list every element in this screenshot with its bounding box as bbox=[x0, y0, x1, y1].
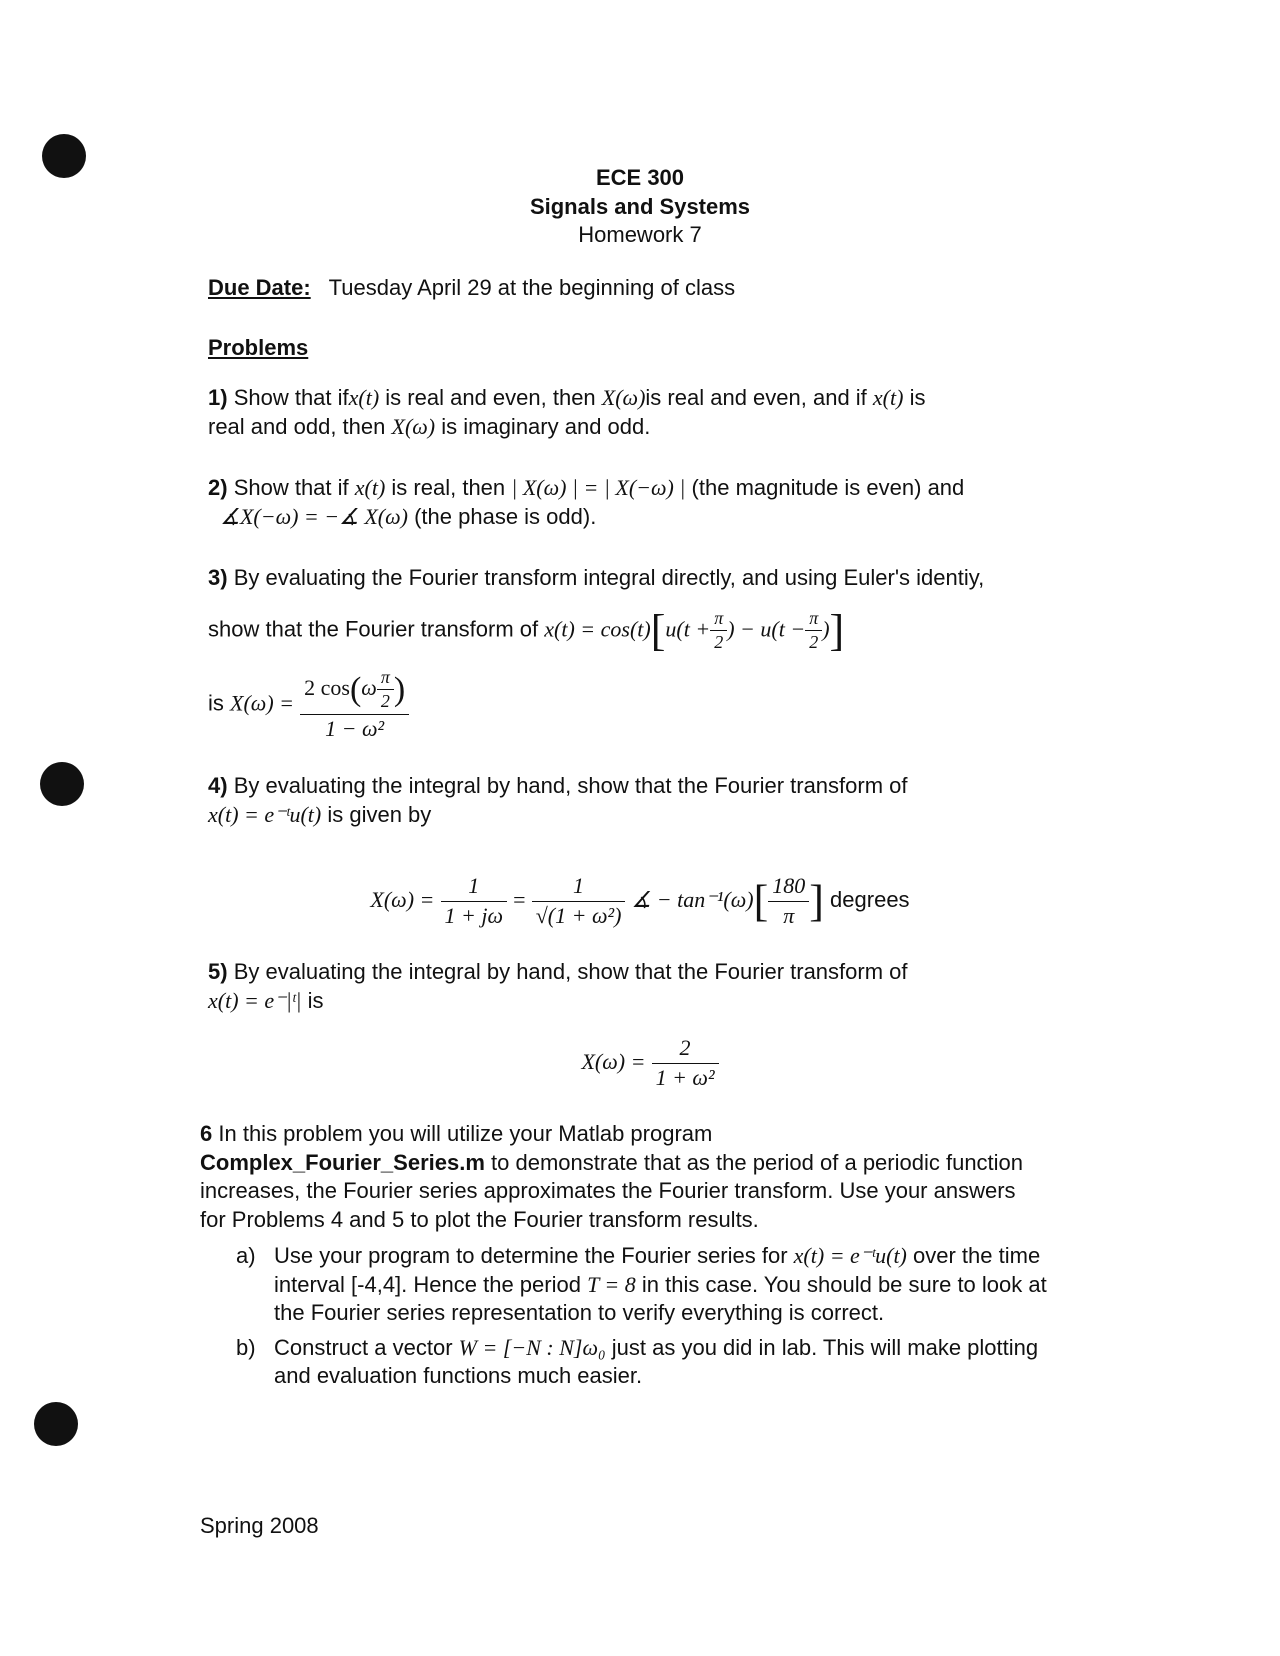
numerator bbox=[300, 666, 409, 715]
math-expression: ∡X(−ω) = −∡ X(ω) bbox=[220, 503, 408, 529]
subpart-label: a) bbox=[236, 1243, 256, 1268]
problem-number: 3) bbox=[208, 565, 228, 590]
math-expression: u(t + bbox=[665, 616, 711, 642]
due-date bbox=[208, 274, 735, 303]
denominator: 2 bbox=[809, 632, 819, 653]
problem-2 bbox=[208, 474, 1068, 531]
right-bracket: ] bbox=[809, 876, 824, 926]
math-expression: ) − u(t − bbox=[727, 616, 806, 642]
math-expression: x(t) bbox=[872, 385, 904, 410]
problems-heading bbox=[208, 334, 308, 363]
problem-text: Show that if bbox=[233, 385, 349, 410]
numerator: π bbox=[377, 666, 394, 690]
problem-text: Construct a vector bbox=[274, 1334, 453, 1360]
left-bracket: [ bbox=[753, 876, 769, 926]
problem-text: is real and even, then bbox=[385, 385, 596, 410]
course-title: Signals and Systems bbox=[529, 193, 751, 219]
denominator: 1 + jω bbox=[444, 902, 504, 928]
problem-text: is bbox=[208, 690, 224, 716]
math-expression: X(ω) = bbox=[370, 886, 435, 912]
denominator: 1 + ω² bbox=[655, 1064, 715, 1090]
problem-5 bbox=[208, 958, 1068, 1015]
right-bracket: ] bbox=[829, 606, 845, 655]
math-expression: ∡ − tan⁻¹(ω) bbox=[631, 886, 754, 912]
fraction-180-over-pi bbox=[768, 872, 809, 930]
math-expression: x(t) = e⁻ᵗu(t) bbox=[793, 1243, 907, 1268]
problem-text: show that the Fourier transform of bbox=[208, 616, 539, 642]
problem-text: is given by bbox=[327, 801, 432, 827]
fraction-pi-over-2 bbox=[710, 607, 727, 655]
equals-sign: = bbox=[513, 886, 526, 912]
problem-text: In this problem you will utilize your Matlab program bbox=[218, 1121, 713, 1146]
math-expression: x(t) = e⁻|ᵗ| bbox=[208, 987, 302, 1013]
fraction-pi-over-2 bbox=[377, 666, 394, 714]
math-expression: 2 cos bbox=[304, 674, 350, 700]
math-expression: X(ω) bbox=[391, 413, 436, 439]
math-expression: ) bbox=[822, 616, 830, 642]
subpart-label: b) bbox=[236, 1334, 256, 1360]
problem-text: real and odd, then bbox=[208, 413, 386, 439]
math-expression: ω bbox=[361, 674, 377, 700]
problem-text: Show that if bbox=[233, 475, 349, 500]
left-bracket: [ bbox=[650, 606, 666, 655]
numerator: π bbox=[805, 607, 822, 631]
result-fraction bbox=[300, 666, 409, 743]
problem-text: By evaluating the integral by hand, show that the Fourier transform of bbox=[233, 959, 908, 984]
problem-text: (the magnitude is even) and bbox=[691, 475, 965, 500]
problem-text: is real and even, and if bbox=[645, 385, 867, 410]
problem-3-equation bbox=[208, 602, 1068, 659]
left-paren: ( bbox=[349, 670, 362, 708]
problem-text: Use your program to determine the Fourier series for bbox=[274, 1243, 788, 1268]
problem-number: 4) bbox=[208, 773, 228, 798]
problem-1 bbox=[208, 384, 1068, 441]
problem-number: 5) bbox=[208, 959, 228, 984]
denominator: π bbox=[783, 902, 795, 928]
problem-text: over the time interval [-4,4]. Hence the period bbox=[274, 1243, 1041, 1297]
math-expression: x(t) = e⁻ᵗu(t) bbox=[208, 801, 322, 827]
problem-text: to demonstrate that as the period of a periodic function increases, the Fourier series approximates the Fourier transform. Use your answers for Problems 4 and 5 to plot the Fourier transform results. bbox=[200, 1149, 1024, 1232]
subpart-a bbox=[236, 1242, 1076, 1328]
problem-number: 1) bbox=[208, 385, 228, 410]
subpart-b bbox=[236, 1334, 1076, 1391]
math-expression: x(t) bbox=[348, 385, 380, 410]
binder-hole-middle bbox=[40, 762, 84, 806]
problem-text: is imaginary and odd. bbox=[441, 413, 651, 439]
problem-3-result bbox=[208, 666, 1068, 743]
problem-text: degrees bbox=[830, 886, 910, 912]
document-header bbox=[0, 164, 1280, 250]
problem-4 bbox=[208, 772, 1068, 829]
binder-hole-bottom bbox=[34, 1402, 78, 1446]
fraction-pi-over-2 bbox=[805, 607, 822, 655]
numerator: 1 bbox=[441, 872, 508, 902]
problem-text: (the phase is odd). bbox=[414, 503, 597, 529]
problem-6-subparts bbox=[236, 1242, 1076, 1397]
math-expression: T = 8 bbox=[587, 1271, 636, 1297]
fraction-2-over-1-plus-w2 bbox=[652, 1034, 719, 1092]
math-expression: x(t) bbox=[354, 475, 386, 500]
course-number: ECE 300 bbox=[595, 165, 685, 190]
math-expression: | X(ω) | = | X(−ω) | bbox=[511, 475, 686, 500]
problem-3 bbox=[208, 564, 1068, 593]
math-expression: X(ω) = bbox=[230, 690, 294, 716]
numerator: 180 bbox=[768, 872, 809, 902]
problem-number: 2) bbox=[208, 475, 228, 500]
denominator: 2 bbox=[714, 632, 724, 653]
math-expression: W = [−N : N]ω₀ bbox=[458, 1334, 606, 1360]
problems-heading-text: Problems bbox=[208, 335, 309, 360]
denominator: 1 − ω² bbox=[325, 715, 385, 741]
problem-text: By evaluating the Fourier transform integral directly, and using Euler's identiy, bbox=[233, 565, 985, 590]
problem-4-equation bbox=[0, 872, 1280, 930]
footer-term: Spring 2008 bbox=[200, 1513, 319, 1538]
due-date-label: Due Date: bbox=[208, 275, 311, 300]
homework-title: Homework 7 bbox=[578, 222, 702, 248]
numerator: 2 bbox=[652, 1034, 719, 1064]
math-expression: X(ω) bbox=[601, 385, 646, 410]
matlab-filename: Complex_Fourier_Series.m bbox=[200, 1149, 485, 1175]
problem-text: is real, then bbox=[391, 475, 506, 500]
math-expression: X(ω) = bbox=[581, 1048, 646, 1074]
problem-text: By evaluating the integral by hand, show that the Fourier transform of bbox=[233, 773, 908, 798]
fraction-1-over-sqrt bbox=[532, 872, 626, 930]
problem-number: 6 bbox=[200, 1121, 213, 1146]
problem-text: is bbox=[307, 987, 324, 1013]
problem-5-equation bbox=[0, 1034, 1280, 1092]
fraction-1-over-1-plus-jw bbox=[441, 872, 508, 930]
numerator: π bbox=[710, 607, 727, 631]
problem-6 bbox=[200, 1120, 1040, 1234]
denominator: 2 bbox=[380, 691, 390, 712]
problem-text: just as you did in lab. This will make plotting and evaluation functions much easier. bbox=[274, 1334, 1039, 1389]
denominator: √(1 + ω²) bbox=[535, 902, 622, 928]
due-date-text: Tuesday April 29 at the beginning of class bbox=[328, 275, 736, 300]
numerator: 1 bbox=[532, 872, 626, 902]
right-paren: ) bbox=[393, 670, 406, 708]
problem-text: is bbox=[909, 385, 926, 410]
math-expression: x(t) = cos(t) bbox=[544, 616, 651, 642]
problem-text: in this case. You should be sure to look at the Fourier series representation to verify everything is correct. bbox=[274, 1271, 1047, 1326]
